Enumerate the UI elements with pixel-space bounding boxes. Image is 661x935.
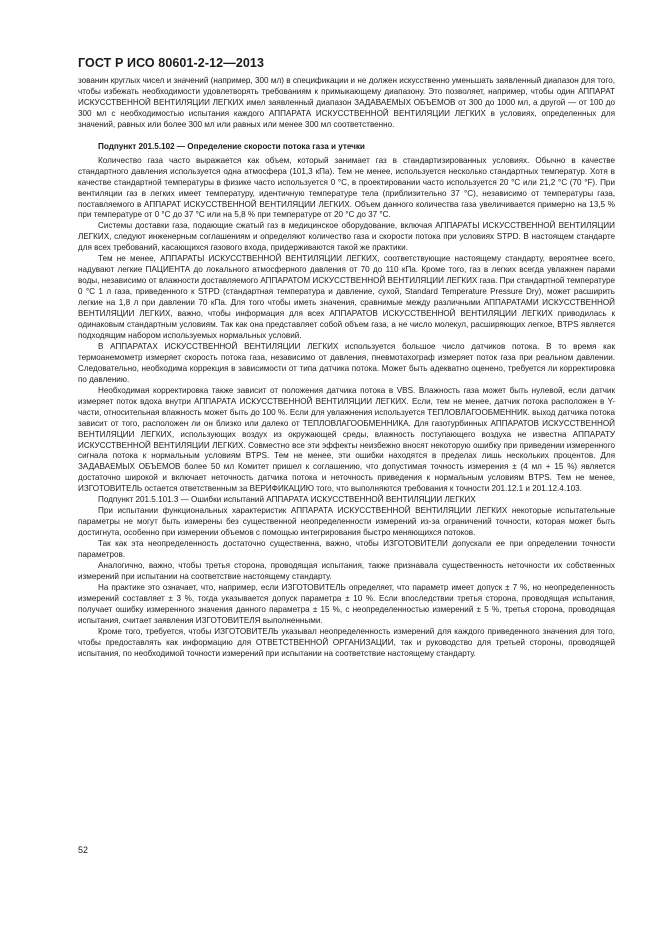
- paragraph: Кроме того, требуется, чтобы ИЗГОТОВИТЕЛЬ указывал неопределенность измерений для каждого приведенного значения для того, чтобы предоставлять как информацию для ОТВЕТСТВЕННОЙ ОРГАНИЗАЦИИ, так и руководство для третьей стороны, проводящей испытания, по необходимой точности измерений при испытании на соответствие настоящему стандарту.: [78, 626, 615, 658]
- paragraph: Аналогично, важно, чтобы третья сторона, проводящая испытания, также признавала существенность неточности их собственных измерений при испытании на соответствие настоящему стандарту.: [78, 560, 615, 581]
- paragraph: При испытании функциональных характеристик АППАРАТА ИСКУССТВЕННОЙ ВЕНТИЛЯЦИИ ЛЕГКИХ некоторые испытательные параметры не могут быть измерены без существенной неопределенности измерений из-за ограничений точности, которая может быть достигнута, особенно при измерении объемов с помощью интегрирования быстро меняющихся потоков.: [78, 506, 615, 538]
- section-heading: Подпункт 201.5.102 — Определение скорости потока газа и утечки: [98, 141, 365, 151]
- page-number: 52: [78, 845, 89, 855]
- document-body: [78, 76, 615, 660]
- paragraph: В АППАРАТАХ ИСКУССТВЕННОЙ ВЕНТИЛЯЦИИ ЛЕГКИХ используется большое число датчиков потока. В то время как термоанемометр измеряет скорость потока газа, независимо от давления, пневмотахограф измеряет поток газа при реальном давлении. Следовательно, необходима коррекция в зависимости от типа датчика потока. Может быть адекватно оценено, требуется ли корректировка по давлению.: [78, 341, 615, 384]
- paragraph: Системы доставки газа, подающие сжатый газ в медицинское оборудование, включая АППАРАТЫ ИСКУССТВЕННОЙ ВЕНТИЛЯЦИИ ЛЕГКИХ, следуют инженерным соглашениям и определяют количество газа и скорости потока при условиях STPD. В настоящем стандарте для всех требований, касающихся газового входа, придерживаются такой же практики.: [78, 221, 615, 253]
- paragraph: Количество газа часто выражается как объем, который занимает газ в стандартизированных условиях. Обычно в качестве стандартного давления используется одна атмосфера (101,3 кПа). Тем не менее, используется несколько стандартных температур. Хотя в качестве стандартной температуры в физике часто используется 0 °С, в проектировании часто используется 20 °С или 21,2 °С (70 °F). При вентиляции газ в легких имеет температуру, идентичную температуре тела (приблизительно 37 °С), независимо от температуры газа, поставляемого в АППАРАТ ИСКУССТВЕННОЙ ВЕНТИЛЯЦИИ ЛЕГКИХ. Объем данного количества газа увеличивается примерно на 13,5 % при температуре от 0 °С до 37 °С или на 5,8 % при температуре от 20 °С до 37 °С.: [78, 155, 615, 220]
- paragraph: На практике это означает, что, например, если ИЗГОТОВИТЕЛЬ определяет, что параметр имеет допуск ± 7 %, но неопределенность измерений составляет ± 3 %, тогда указывается допуск параметра ± 10 %. Если впоследствии третья сторона, проводящая испытания, получает ошибку измеренного значения данного параметра ± 15 %, с неопределенностью измерений ± 5 %, третья сторона, проводящая испытания, считает заявления ИЗГОТОВИТЕЛЯ выполненными.: [78, 582, 615, 625]
- paragraph: Необходимая корректировка также зависит от положения датчика потока в VBS. Влажность газа может быть нулевой, если датчик измеряет поток вдоха внутри АППАРАТА ИСКУССТВЕННОЙ ВЕНТИЛЯЦИИ ЛЕГКИХ. Если, тем не менее, датчик потока расположен в Y-части, относительная влажность может быть до 100 %. Если для увлажнения используется ТЕПЛОВЛАГООБМЕННИК. выход датчика потока зависит от того, расположен ли он близко или далеко от ТЕПЛОВЛАГООБМЕННИКА. Для газотурбинных АППАРАТОВ ИСКУССТВЕННОЙ ВЕНТИЛЯЦИИ ЛЕГКИХ, использующих воздух из окружающей среды, влажность поступающего воздуха не известна АППАРАТУ ИСКУССТВЕННОЙ ВЕНТИЛЯЦИИ ЛЕГКИХ. Совместно все эти эффекты неизбежно вносят некоторую ошибку при приведении измеренного сигнала потока к нормальным условиям BTPS. Тем не менее, эти ошибки находятся в пределах лишь нескольких процентов. Для ЗАДАВАЕМЫХ ОБЪЕМОВ более 50 мл Комитет пришел к соглашению, что допустимая точность измерения ± (4 мл + 15 %) является достаточно широкой и включает неточность датчика потока и неточность приведения к нормальным условиям BTPS. Тем не менее, ИЗГОТОВИТЕЛЬ остается ответственным за ВЕРИФИКАЦИЮ того, что выполняются требования к точности 201.12.1 и 201.12.4.103.: [78, 385, 615, 494]
- subsection-title: Подпункт 201.5.101.3 — Ошибки испытаний АППАРАТА ИСКУССТВЕННОЙ ВЕНТИЛЯЦИИ ЛЕГКИХ: [98, 495, 476, 505]
- paragraph: Так как эта неопределенность достаточно существенна, важно, чтобы ИЗГОТОВИТЕЛИ допускали ее при определении точности параметров.: [78, 539, 615, 560]
- paragraph: зованин круглых чисел и значений (например, 300 мл) в спецификации и не должен искусственно уменьшать заявленный диапазон для того, чтобы избежать необходимости удовлетворять требованиям к примыкающему диапазону. Это позволяет, например, чтобы один АППАРАТ ИСКУССТВЕННОЙ ВЕНТИЛЯЦИИ ЛЕГКИХ имел заявленный диапазон ЗАДАВАЕМЫХ ОБЪЕМОВ от 300 до 1000 мл, а другой — от 100 до 300 мл с необходимостью испытания каждого АППАРАТА ИСКУССТВЕННОЙ ВЕНТИЛЯЦИИ ЛЕГКИХ в условиях, определенных для значений, равных или более 300 мл или равных или менее 300 мл соответственно.: [78, 76, 615, 129]
- paragraph: Тем не менее, АППАРАТЫ ИСКУССТВЕННОЙ ВЕНТИЛЯЦИИ ЛЕГКИХ, соответствующие настоящему стандарту, вероятнее всего, надувают легкие ПАЦИЕНТА до локального атмосферного давления от 70 до 110 кПа. Кроме того, газ в легких всегда увлажнен парами воды, независимо от влажности доставляемого АППАРАТОМ ИСКУССТВЕННОЙ ВЕНТИЛЯЦИИ ЛЕГКИХ газа. При стандартной температуре 0 °С 1 л газа, приведенного к STPD (стандартная температура и давление, сухой, Standard Temperature Pressure Dry), может расширить легкие на 1,8 л при давлении 70 кПа. Для того чтобы иметь значения, сравнимые между различными АППАРАТАМИ ИСКУССТВЕННОЙ ВЕНТИЛЯЦИИ ЛЕГКИХ, важно, чтобы информация для всех АППАРАТОВ ИСКУССТВЕННОЙ ВЕНТИЛЯЦИИ ЛЕГКИХ приводилась к одинаковым стандартным условиям. Так как она представляет собой объем газа, а не число молекул, расширяющих легкое, BTPS является подходящим набором используемых нормальных условий.: [78, 254, 615, 340]
- document-header: ГОСТ Р ИСО 80601-2-12—2013: [78, 56, 265, 70]
